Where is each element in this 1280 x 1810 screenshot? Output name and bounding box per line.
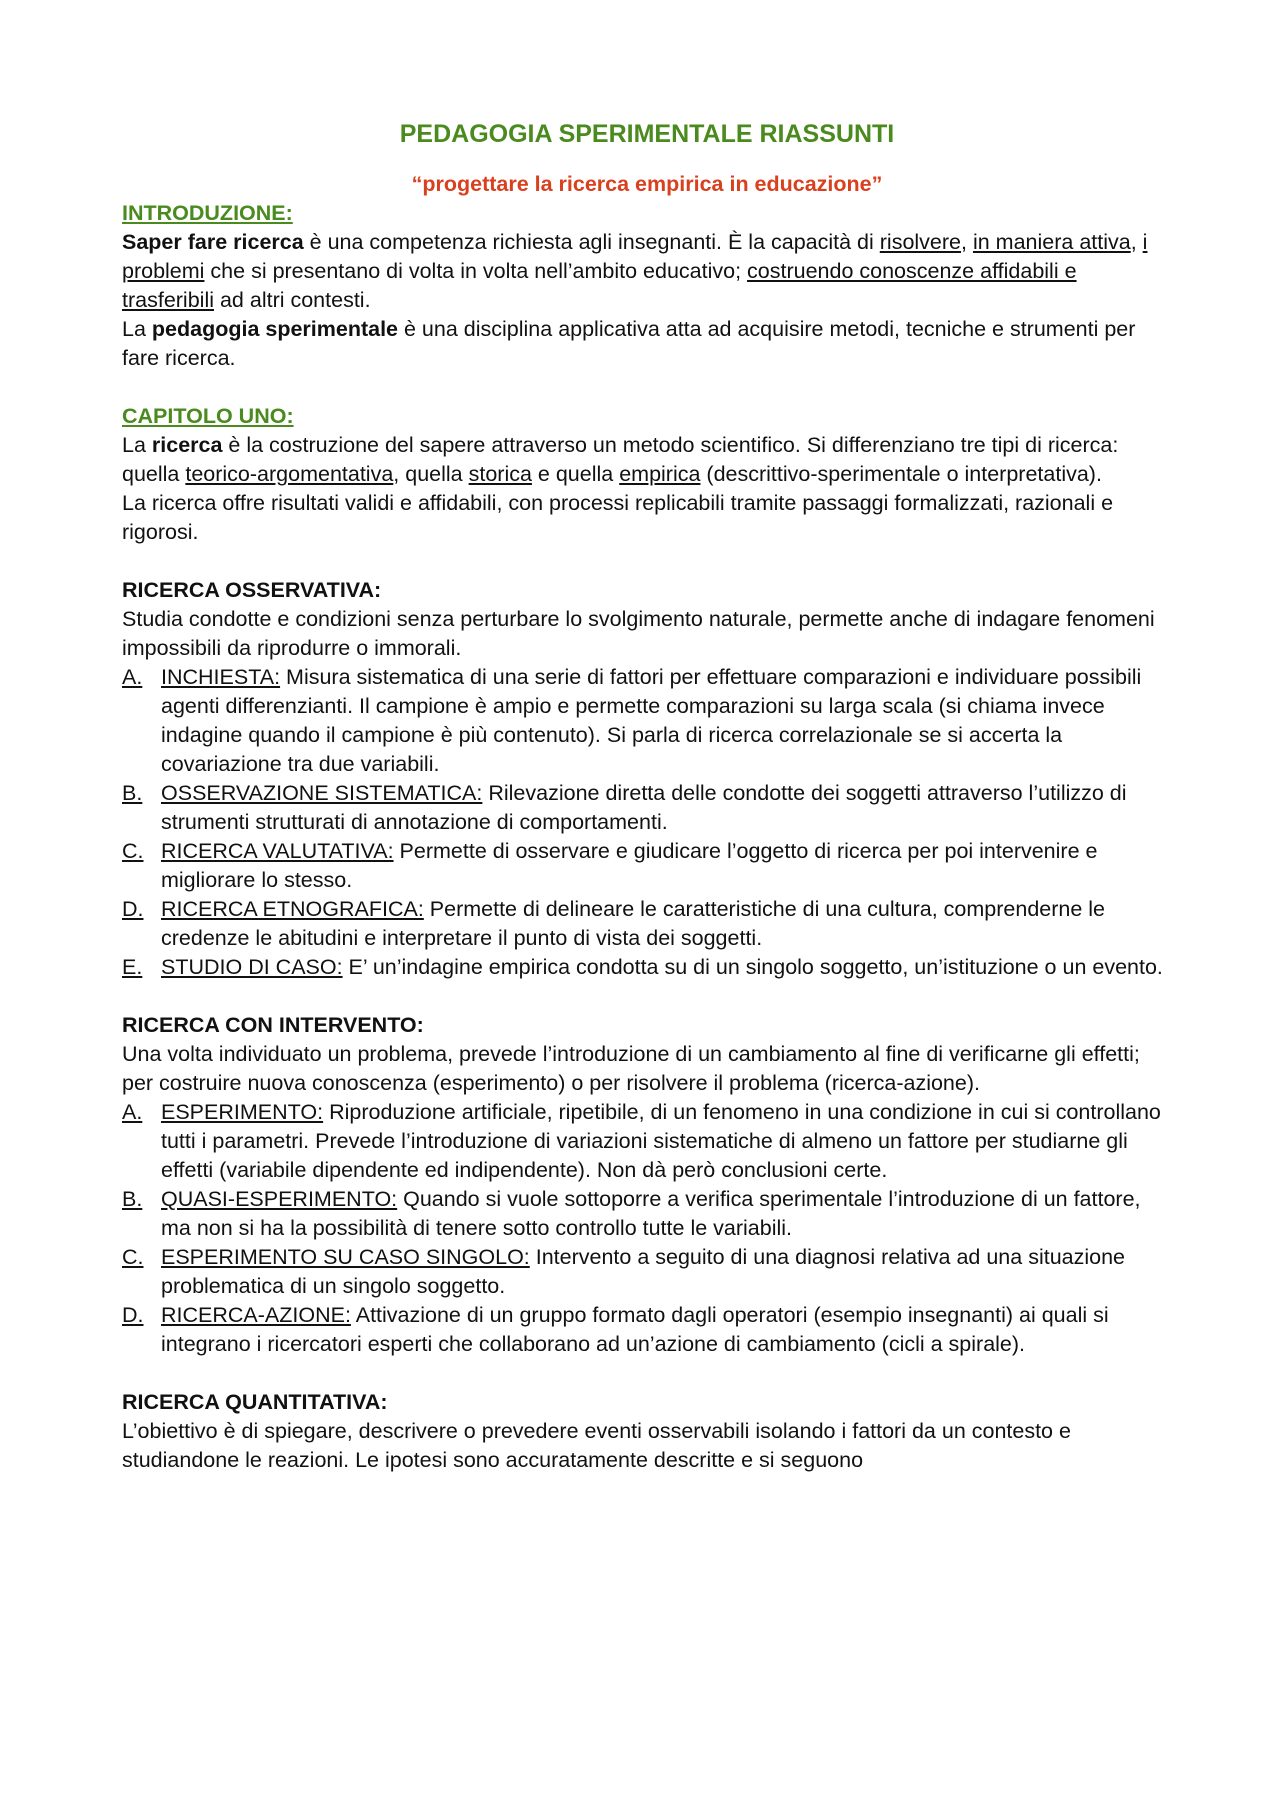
list-letter: D. [122, 897, 144, 921]
text-run: , quella [393, 462, 469, 486]
list-item-label: INCHIESTA: [161, 665, 281, 689]
list-letter: A. [122, 665, 143, 689]
observational-intro: Studia condotte e condizioni senza perturbare lo svolgimento naturale, permette anche di indagare fenomeni impossibili da riprodurre o immorali. [122, 607, 1155, 660]
list-item-text: Intervento a seguito di una diagnosi relativa ad una situazione problematica di un singolo soggetto. [161, 1245, 1126, 1298]
text-run: è una competenza richiesta agli insegnanti. È la capacità di [303, 230, 880, 254]
text-run: La [122, 317, 152, 341]
list-letter: A. [122, 1100, 143, 1124]
list-item-label: STUDIO DI CASO: [161, 955, 343, 979]
list-item-text: Rilevazione diretta delle condotte dei soggetti attraverso l’utilizzo di strumenti strutturati di annotazione di comportamenti. [161, 781, 1127, 834]
section-introduction [122, 199, 1172, 373]
list-letter: D. [122, 1303, 144, 1327]
list-letter: E. [122, 955, 143, 979]
spacer [122, 1359, 1172, 1388]
list-letter: C. [122, 839, 144, 863]
bold-term: pedagogia sperimentale [151, 317, 399, 341]
intervention-intro: Una volta individuato un problema, prevede l’introduzione di un cambiamento al fine di verificarne gli effetti; per costruire nuova conoscenza (esperimento) o per risolvere il problema (ricerca-azione). [122, 1042, 1140, 1095]
section-heading-chapter-one: CAPITOLO UNO: [122, 404, 294, 428]
section-observational-research [122, 576, 1172, 982]
intervention-list [122, 1098, 1172, 1359]
spacer [122, 982, 1172, 1011]
quantitative-intro: L’obiettivo è di spiegare, descrivere o prevedere eventi osservabili isolando i fattori da un contesto e studiandone le reazioni. Le ipotesi sono accuratamente descritte e si seguono [122, 1419, 1071, 1472]
chapter-paragraph-2: La ricerca offre risultati validi e affidabili, con processi replicabili tramite passaggi formalizzati, razionali e rigorosi. [122, 491, 1114, 544]
list-item-text: Permette di delineare le caratteristiche di una cultura, comprenderne le credenze le abitudini e interpretare il punto di vista dei soggetti. [161, 897, 1106, 950]
list-item-text: Attivazione di un gruppo formato dagli operatori (esempio insegnanti) ai quali si integrano i ricercatori esperti che collaborano ad un’azione di cambiamento (cicli a spirale). [161, 1303, 1109, 1356]
list-item [122, 837, 1172, 895]
intro-paragraph-1 [122, 228, 1172, 315]
list-item [122, 895, 1172, 953]
bold-term: Saper fare ricerca [122, 230, 304, 254]
section-quantitative-research [122, 1388, 1172, 1475]
list-item-label: RICERCA-AZIONE: [161, 1303, 351, 1327]
spacer [122, 547, 1172, 576]
text-run: e quella [531, 462, 620, 486]
list-item-text: Quando si vuole sottoporre a verifica sperimentale l’introduzione di un fattore, ma non si ha la possibilità di tenere sotto controllo tutte le variabili. [161, 1187, 1141, 1240]
section-chapter-one [122, 402, 1172, 547]
document-subtitle: “progettare la ricerca empirica in educazione” [411, 172, 883, 196]
chapter-paragraph-1 [122, 431, 1172, 489]
bold-term: ricerca [151, 433, 223, 457]
document-page [122, 118, 1172, 1475]
list-item [122, 779, 1172, 837]
section-intervention-research [122, 1011, 1172, 1359]
text-run: La [122, 433, 152, 457]
underlined-term: risolvere [879, 230, 962, 254]
text-run: è una disciplina applicativa atta ad acquisire metodi, tecniche e strumenti per fare ricerca. [122, 317, 1136, 370]
list-item [122, 1301, 1172, 1359]
list-item-label: RICERCA VALUTATIVA: [161, 839, 394, 863]
list-item [122, 1098, 1172, 1185]
list-letter: C. [122, 1245, 144, 1269]
intro-paragraph-2 [122, 315, 1172, 373]
list-item-label: OSSERVAZIONE SISTEMATICA: [161, 781, 483, 805]
text-run: , [961, 230, 973, 254]
list-item-label: ESPERIMENTO SU CASO SINGOLO: [161, 1245, 530, 1269]
list-item-label: RICERCA ETNOGRAFICA: [161, 897, 424, 921]
list-letter: B. [122, 1187, 143, 1211]
list-item [122, 953, 1172, 982]
list-item-label: ESPERIMENTO: [161, 1100, 324, 1124]
underlined-term: storica [468, 462, 532, 486]
text-run: (descrittivo-sperimentale o interpretativa). [700, 462, 1102, 486]
list-letter: B. [122, 781, 143, 805]
list-item-text: Permette di osservare e giudicare l’oggetto di ricerca per poi intervenire e migliorare lo stesso. [161, 839, 1098, 892]
section-heading-intervention: RICERCA CON INTERVENTO: [122, 1013, 424, 1037]
list-item [122, 1185, 1172, 1243]
text-run: che si presentano di volta in volta nell’ambito educativo; [204, 259, 748, 283]
underlined-term: teorico-argomentativa [185, 462, 394, 486]
underlined-term: empirica [619, 462, 701, 486]
list-item-text: Riproduzione artificiale, ripetibile, di un fenomeno in una condizione in cui si controllano tutti i parametri. Prevede l’introduzione di variazioni sistematiche di almeno un fattore per studiarne gli effetti (variabile dipendente ed indipendente). Non dà però conclusioni certe. [161, 1100, 1161, 1182]
document-title: PEDAGOGIA SPERIMENTALE RIASSUNTI [399, 120, 895, 148]
section-heading-observational: RICERCA OSSERVATIVA: [122, 578, 382, 602]
list-item [122, 1243, 1172, 1301]
list-item-text: E’ un’indagine empirica condotta su di un singolo soggetto, un’istituzione o un evento. [342, 955, 1163, 979]
observational-list [122, 663, 1172, 982]
list-item-label: QUASI-ESPERIMENTO: [161, 1187, 398, 1211]
underlined-term: i problemi [122, 230, 1148, 283]
list-item-text: Misura sistematica di una serie di fattori per effettuare comparazioni e individuare possibili agenti differenzianti. Il campione è ampio e permette comparazioni su larga scala (si chiama invece indagine quando il campione è più contenuto). Si parla di ricerca correlazionale se si accerta la covariazione tra due variabili. [161, 665, 1142, 776]
text-run: ad altri contesti. [214, 288, 371, 312]
underlined-term: costruendo conoscenze affidabili e trasferibili [122, 259, 1077, 312]
text-run: , [1130, 230, 1143, 254]
list-item [122, 663, 1172, 779]
text-run: è la costruzione del sapere attraverso un metodo scientifico. Si differenziano tre tipi di ricerca: quella [122, 433, 1119, 486]
section-heading-introduction: INTRODUZIONE: [122, 201, 293, 225]
section-heading-quantitative: RICERCA QUANTITATIVA: [122, 1390, 388, 1414]
underlined-term: in maniera attiva [972, 230, 1131, 254]
spacer [122, 373, 1172, 402]
